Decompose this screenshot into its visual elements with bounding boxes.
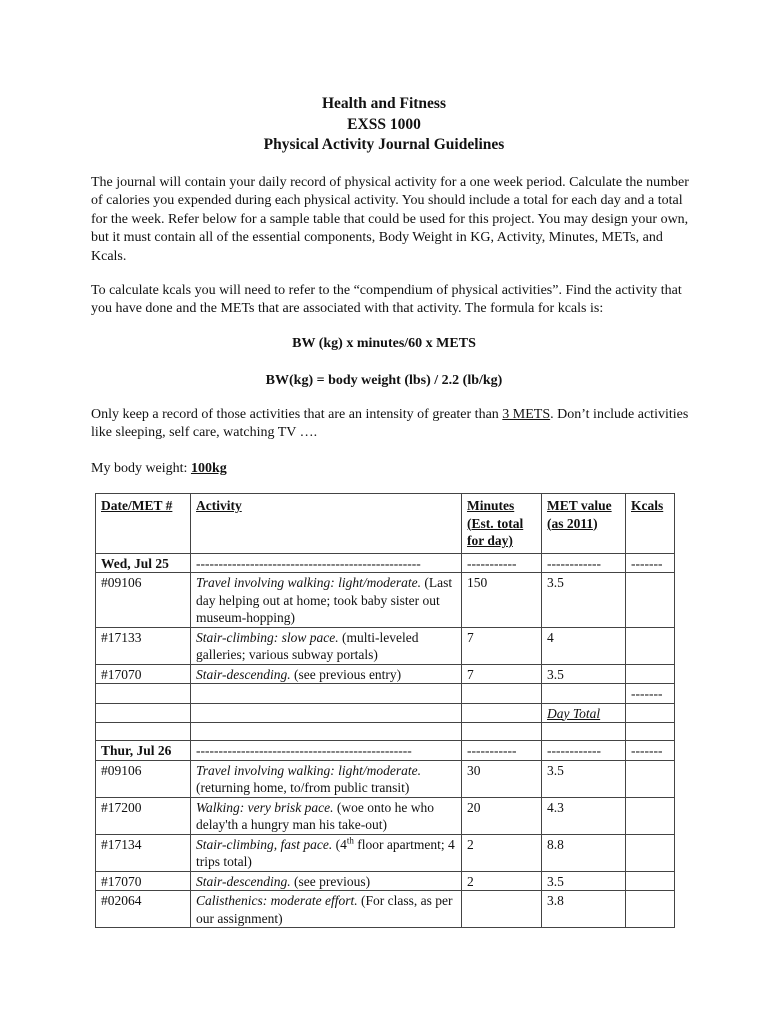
met-number: #17070 [96,664,191,684]
intensity-text-before: Only keep a record of those activities that are an intensity of greater than [91,407,503,422]
dash-cell: ------------ [542,553,626,573]
minutes-cell: 150 [462,573,542,628]
table-row [96,871,675,891]
day-label: Wed, Jul 25 [96,553,191,573]
day-total-row [96,703,675,723]
blank-cell [462,723,542,741]
body-weight-label: My body weight: [91,461,191,476]
kcal-paragraph: To calculate kcals you will need to refer to the “compendium of physical activities”. Find the activity that you have done and the METs that are associated with that activity. The formula for kcals is: [91,283,682,317]
met-value-cell: 3.5 [542,871,626,891]
dash-cell: ------- [626,684,675,704]
met-value-cell: 3.5 [542,760,626,797]
table-row-blank [96,723,675,741]
activity-name: Travel involving walking: light/moderate. [196,762,421,778]
activity-name: Calisthenics: moderate effort. [196,893,358,908]
met-number: #17070 [96,871,191,891]
activity-note: floor apartment; 4 trips total) [196,836,455,869]
dash-cell: ------------------------------------------------ [191,741,462,761]
minutes-cell: 30 [462,760,542,797]
header-activity [191,494,462,554]
activity-cell [191,871,462,891]
activity-name: Stair-climbing, fast pace. [196,836,333,852]
minutes-cell: 7 [462,664,542,684]
minutes-cell [462,891,542,928]
minutes-cell: 20 [462,797,542,834]
table-row [96,664,675,684]
minutes-cell: 7 [462,627,542,664]
table-row [96,760,675,797]
blank-cell [462,684,542,704]
activity-note-prefix: (4 [332,836,347,852]
dash-cell: -------------------------------------------------- [191,553,462,573]
activity-name: Stair-descending. [196,873,291,889]
blank-cell [191,703,462,723]
day-total-text: Day Total [547,705,601,721]
kcal-cell [626,797,675,834]
kcal-cell [626,760,675,797]
dash-cell: ------- [626,553,675,573]
table-row [96,573,675,628]
header-minutes [462,494,542,554]
kcal-cell [626,834,675,871]
header-kcals [626,494,675,554]
blank-cell [542,684,626,704]
activity-note: (see previous entry) [290,666,402,682]
activity-name: Stair-descending. [196,666,291,682]
met-value-cell: 3.8 [542,891,626,928]
blank-cell [462,703,542,723]
intensity-threshold: 3 METS [502,407,551,422]
header-activity-label: Activity [196,498,242,513]
activity-name: Stair-climbing: slow pace. [196,629,339,645]
day-label: Thur, Jul 26 [96,741,191,761]
met-number: #09106 [96,573,191,628]
activity-cell [191,891,462,928]
intensity-text-after: . Don’t include activities like sleeping, self care, watching TV …. [91,407,689,441]
activity-note: (multi-leveled galleries; various subway portals) [196,629,419,662]
blank-cell [191,723,462,741]
header-minutes-label: Minutes (Est. total for day) [467,498,524,548]
document-header [0,94,768,156]
blank-cell [96,703,191,723]
table-row [96,891,675,928]
header-met-value [542,494,626,554]
met-number: #09106 [96,760,191,797]
dash-cell: ------------ [542,741,626,761]
activity-cell [191,760,462,797]
met-value-cell: 4 [542,627,626,664]
kcal-cell [626,664,675,684]
met-value-cell: 8.8 [542,834,626,871]
dash-cell: ------- [626,741,675,761]
ordinal-suffix: th [346,835,354,845]
table-header-row [96,494,675,554]
blank-cell [96,684,191,704]
activity-note: (returning home, to/from public transit) [196,780,410,795]
activity-note: (For class, as per our assignment) [196,893,453,926]
activity-cell [191,627,462,664]
met-value-cell: 3.5 [542,573,626,628]
table-row [96,627,675,664]
intro-paragraph: The journal will contain your daily record of physical activity for a one week period. Calculate the number of calories you expended during each physical activity. You should include a total for each day and a total for the week. Refer below for a sample table that could be used for this project. You may design your own, but it must contain all of the essential components, Body Weight in KG, Activity, Minutes, METs, and Kcals. [91,175,689,264]
met-number: #02064 [96,891,191,928]
met-number: #17134 [96,834,191,871]
activity-cell [191,573,462,628]
activity-journal-table [95,493,675,928]
table-row [96,797,675,834]
day-row-wed [96,553,675,573]
activity-cell [191,797,462,834]
document-title: Physical Activity Journal Guidelines [263,136,505,153]
met-number: #17200 [96,797,191,834]
day-total-label [542,703,626,723]
blank-cell [542,723,626,741]
met-value-cell: 3.5 [542,664,626,684]
header-met-value-label: MET value (as 2011) [547,498,612,531]
blank-cell [626,723,675,741]
body-weight-line [91,460,691,478]
blank-cell [191,684,462,704]
bw-formula: BW(kg) = body weight (lbs) / 2.2 (lb/kg) [265,373,503,388]
kcal-cell [626,573,675,628]
header-date-met-label: Date/MET # [101,498,173,513]
header-kcals-label: Kcals [631,498,664,513]
activity-cell [191,834,462,871]
kcal-cell [626,891,675,928]
day-row-thu [96,741,675,761]
activity-cell [191,664,462,684]
activity-note: (Last day helping out at home; took baby sister out museum-hopping) [196,575,453,625]
dash-cell: ----------- [462,553,542,573]
course-code: EXSS 1000 [347,115,421,133]
activity-name: Travel involving walking: light/moderate. [196,575,421,590]
course-area-title: Health and Fitness [321,95,446,112]
kcal-cell [626,871,675,891]
header-date-met [96,494,191,554]
body-weight-value: 100kg [190,461,227,476]
met-value-cell: 4.3 [542,797,626,834]
blank-cell [96,723,191,741]
kcal-formula: BW (kg) x minutes/60 x METS [292,336,476,351]
dash-cell: ----------- [462,741,542,761]
met-number: #17133 [96,627,191,664]
intensity-paragraph [91,406,691,443]
activity-note: (see previous) [290,873,371,889]
table-row-blank [96,684,675,704]
minutes-cell: 2 [462,834,542,871]
day-total-kcal [626,703,675,723]
activity-name: Walking: very brisk pace. [196,799,334,815]
kcal-cell [626,627,675,664]
table-row [96,834,675,871]
minutes-cell: 2 [462,871,542,891]
activity-note: (woe onto he who delay'th a hungry man his take-out) [196,799,434,832]
